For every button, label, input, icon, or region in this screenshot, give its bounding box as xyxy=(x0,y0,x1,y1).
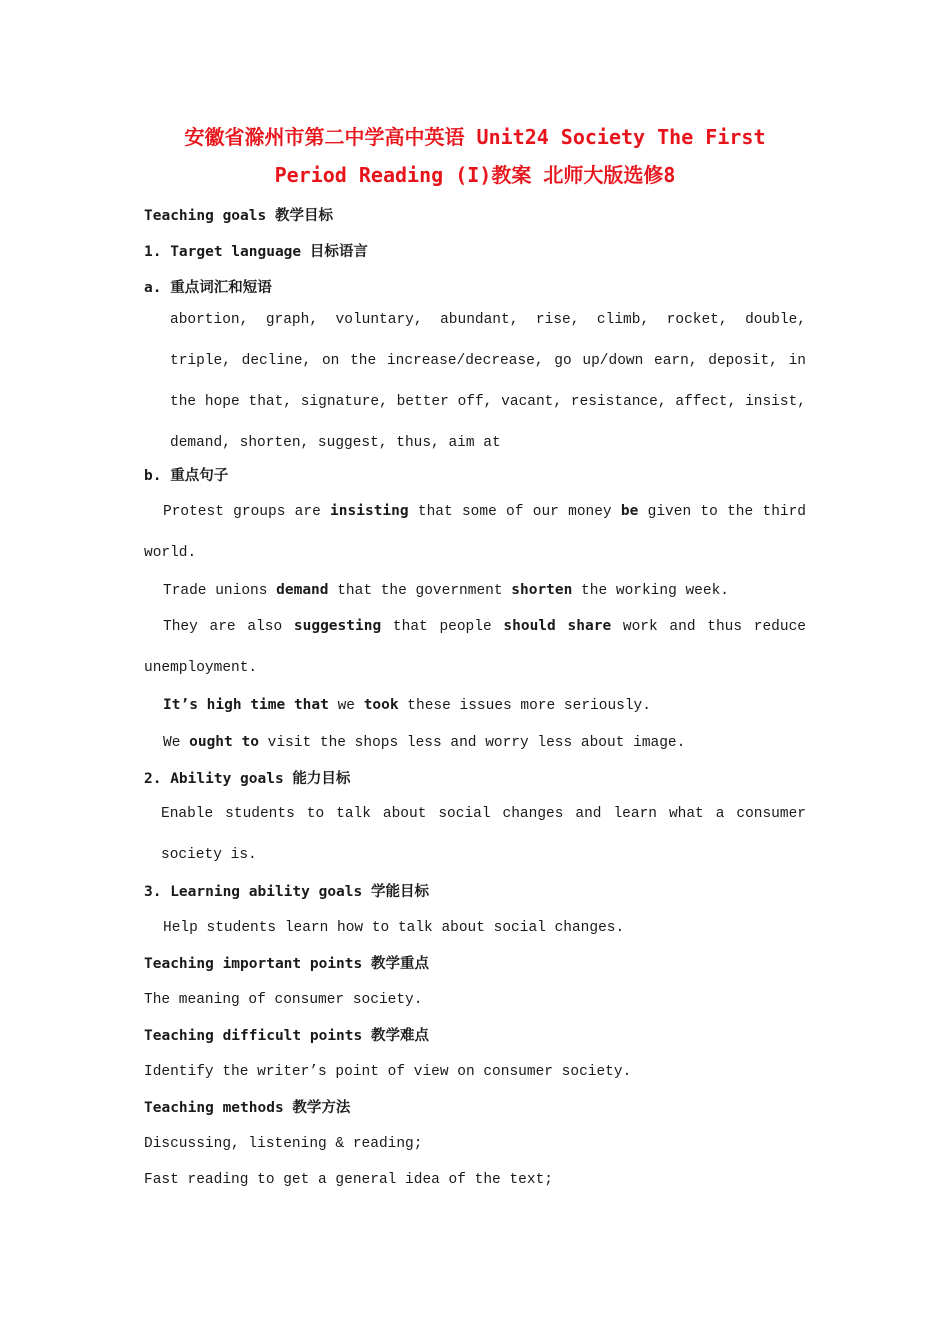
sentence-text: we xyxy=(328,698,364,714)
sentence-keyword: be xyxy=(620,503,639,519)
teaching-goals-heading: Teaching goals 教学目标 xyxy=(144,208,333,224)
vocab-heading: a. 重点词汇和短语 xyxy=(144,280,272,296)
key-sentence-4 xyxy=(144,687,806,724)
sentence-text: the working week. xyxy=(572,583,729,599)
vocab-list: abortion, graph, voluntary, abundant, rise, climb, rocket, double, triple, decline, on the increase/decrease, go up/down earn, deposit, in the hope that, signature, better off, vacant, resistance, affect, insist, demand, shorten, suggest, thus, aim at xyxy=(170,312,806,451)
sentence-keyword: shorten xyxy=(511,582,573,598)
sentence-keyword: ought to xyxy=(189,734,259,750)
sentence-text: Protest groups are xyxy=(163,504,331,520)
sentence-text: that the government xyxy=(328,583,512,599)
document-title xyxy=(144,118,806,194)
title-line-1: 安徽省滁州市第二中学高中英语 Unit24 Society The First xyxy=(184,125,766,149)
important-points-heading: Teaching important points 教学重点 xyxy=(144,956,429,972)
sentence-text: that people xyxy=(381,619,504,635)
sentence-text: Trade unions xyxy=(163,583,277,599)
key-sentence-2 xyxy=(144,572,806,609)
sentence-keyword: demand xyxy=(276,582,329,598)
sentence-text: these issues more seriously. xyxy=(398,698,651,714)
sentence-text: work and thus reduce unemployment. xyxy=(144,619,806,676)
title-line-2: Period Reading (I)教案 北师大版选修8 xyxy=(274,163,676,187)
teaching-method-2: Fast reading to get a general idea of the text; xyxy=(144,1172,553,1188)
ability-goals-heading: 2. Ability goals 能力目标 xyxy=(144,771,351,787)
sentence-text: given to the third world. xyxy=(144,504,806,561)
sentence-text: They are also xyxy=(163,619,294,635)
sentence-keyword: insisting xyxy=(330,503,409,519)
key-sentence-1 xyxy=(144,491,806,574)
difficult-points-heading: Teaching difficult points 教学难点 xyxy=(144,1028,429,1044)
key-sentence-5 xyxy=(144,724,806,761)
teaching-method-1: Discussing, listening & reading; xyxy=(144,1136,423,1152)
learning-goals-text: Help students learn how to talk about social changes. xyxy=(163,920,625,936)
sentence-text: that some of our money xyxy=(408,504,621,520)
document-page xyxy=(144,118,806,1198)
key-sentence-3 xyxy=(144,606,806,689)
ability-goals-text: Enable students to talk about social changes and learn what a consumer society is. xyxy=(161,806,806,863)
sentence-keyword: should share xyxy=(503,618,612,634)
target-language-heading: 1. Target language 目标语言 xyxy=(144,244,368,260)
important-points-text: The meaning of consumer society. xyxy=(144,992,423,1008)
sentences-heading: b. 重点句子 xyxy=(144,468,229,484)
learning-goals-heading: 3. Learning ability goals 学能目标 xyxy=(144,884,429,900)
difficult-points-text: Identify the writer’s point of view on consumer society. xyxy=(144,1064,632,1080)
sentence-keyword: took xyxy=(363,697,399,713)
sentence-text: We xyxy=(163,735,190,751)
sentence-keyword: suggesting xyxy=(293,618,382,634)
sentence-text: visit the shops less and worry less about image. xyxy=(258,735,686,751)
teaching-methods-heading: Teaching methods 教学方法 xyxy=(144,1100,351,1116)
sentence-keyword: It’s high time that xyxy=(163,697,329,713)
